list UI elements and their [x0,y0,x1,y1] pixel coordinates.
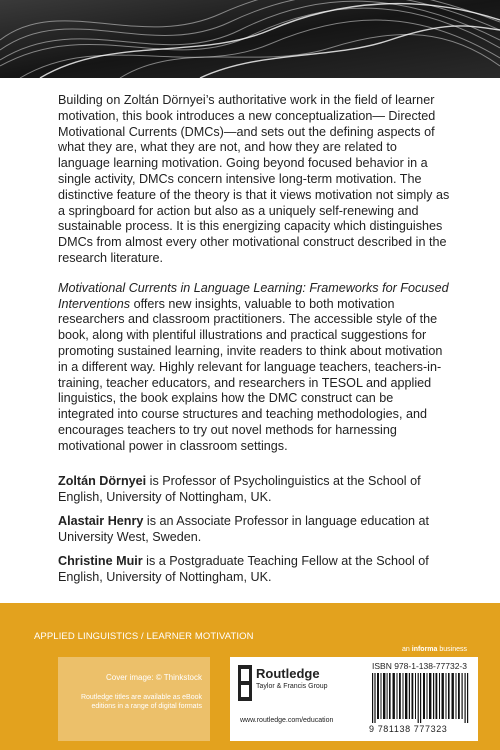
publisher-group: Taylor & Francis Group [256,683,328,690]
description-paragraph-1: Building on Zoltán Dörnyei’s authoritative work in the field of learner motivation, this book introduces a new conceptualization— Directed Motivational Currents (DMCs)—and sets out the defining aspects of what they are, what they are not, and how they are related to language learning motivation. Going beyond focused behavior in a single activity, DMCs concern intensive long-term motivation. The distinctive feature of the theory is that it views motivation not simply as a springboard for action but also as a uniquely self-renewing and sustainable process. It is this energizing capacity which distinguishes DMCs from almost every other motivational construct described in the research literature. [58,93,450,265]
isbn-label: ISBN 978-1-138-77732-3 [372,661,467,671]
routledge-logo-icon [238,665,252,701]
series-label: APPLIED LINGUISTICS / LEARNER MOTIVATION [34,631,254,642]
publisher-name: Routledge [256,666,320,681]
informa-suffix: business [437,646,467,653]
cover-credit: Cover image: © Thinkstock [105,673,202,682]
abstract-swirl-image [0,0,500,78]
publisher-box [230,657,366,741]
footer-band [0,603,500,750]
author-bio [58,473,458,505]
informa-prefix: an [402,646,412,653]
book-description [58,93,450,469]
author-name: Christine Muir [58,554,143,568]
informa-brand: informa [411,646,438,653]
banner-image [0,0,500,78]
ebook-note: Routledge titles are available as eBook editions in a range of digital formats [80,694,202,710]
author-bio [58,553,458,585]
book-title: Motivational Currents in Language Learning: Frameworks for Focused Interventions [58,280,449,311]
author-name: Zoltán Dörnyei [58,474,147,488]
description-paragraph-2-text: offers new insights, valuable to both motivation researchers and classroom practitioners. The accessible style of the book, along with plentiful illustrations and practical suggestions for promoting sustained learning, invite readers to think about motivation in a different way. Highly relevant for language teachers, teachers-in-training, teacher educators, and researchers in TESOL and applied linguistics, the book explains how the DMC construct can be integrated into course structures and teaching methodologies, and encourages teachers to try out novel methods for harnessing motivational power in classroom settings. [58,296,443,453]
author-bios [58,473,458,593]
barcode-image [372,673,472,723]
informa-label [402,646,467,653]
author-bio [58,513,458,545]
author-bio-text: is a Postgraduate Teaching Fellow at the School of English, University of Nottingham, UK. [58,554,429,584]
publisher-url: www.routledge.com/education [240,717,334,724]
cover-credit-box [58,657,210,741]
author-name: Alastair Henry [58,514,144,528]
barcode-box [366,657,478,741]
description-paragraph-2 [58,281,450,455]
barcode-number: 9 781138 777323 [369,724,448,734]
author-bio-text: is Professor of Psycholinguistics at the School of English, University of Nottingham, UK. [58,474,421,504]
author-bio-text: is an Associate Professor in language education at University West, Sweden. [58,514,430,544]
